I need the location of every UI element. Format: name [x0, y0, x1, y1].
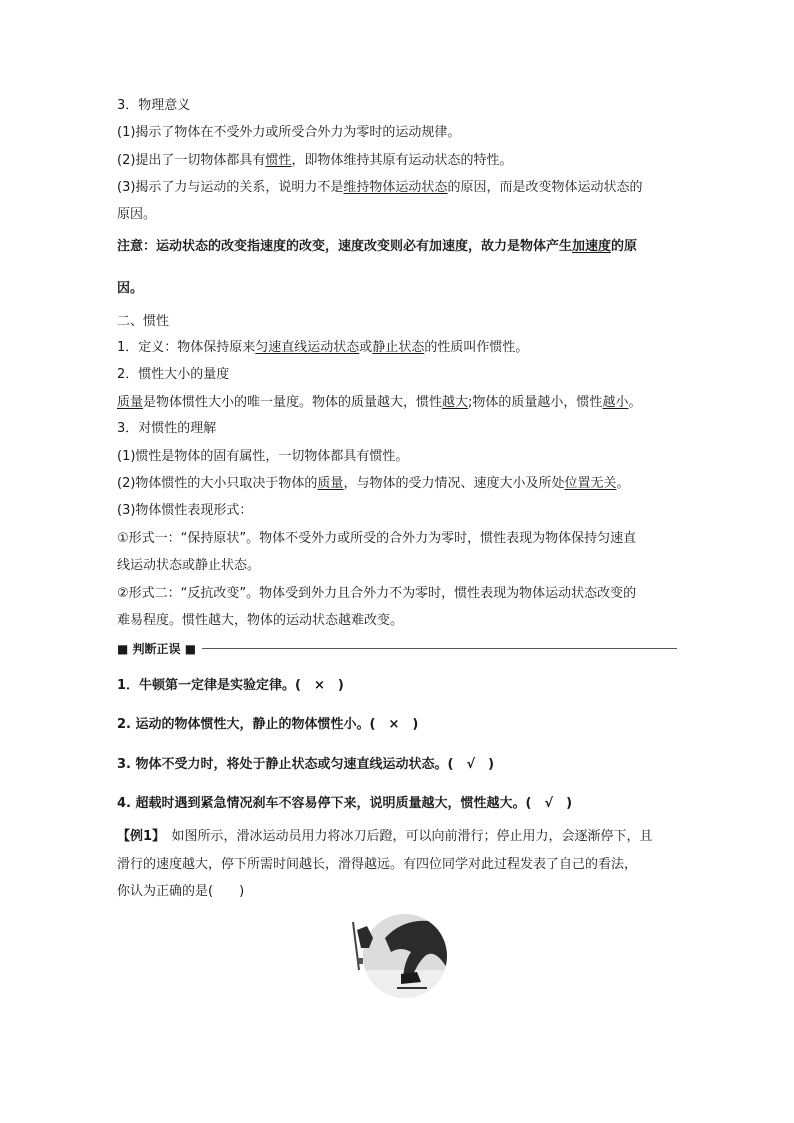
underlined-term: 越大: [442, 395, 469, 410]
text: 。: [628, 395, 642, 410]
inertia-measure-line: [117, 394, 641, 412]
inertia-measure-title: 2．惯性大小的量度: [117, 367, 230, 382]
form-one-line-2: 线运动状态或静止状态。: [117, 558, 261, 573]
text: 1．定义：物体保持原来: [117, 340, 256, 355]
section-title-physical-meaning: 3．物理意义: [117, 98, 191, 113]
text: ，即物体维持其原有运动状态的特性。: [291, 153, 513, 168]
meaning-point-1: (1)揭示了物体在不受外力或所受合外力为零时的运动规律。: [117, 125, 461, 140]
meaning-point-3-cont: 原因。: [117, 207, 157, 222]
text: 是物体惯性大小的唯一量度。物体的质量越大，惯性: [143, 395, 443, 410]
note-line: [117, 238, 637, 256]
text: (3)揭示了力与运动的关系，说明力不是: [117, 180, 344, 195]
underlined-term: 越小: [602, 395, 629, 410]
underlined-term: 质量: [117, 395, 144, 410]
understanding-point-3: (3)物体惯性表现形式：: [117, 503, 253, 518]
text: (2)提出了一切物体都具有: [117, 153, 266, 168]
text: 或: [359, 340, 373, 355]
text: 注意：运动状态的改变指速度的改变，速度改变则必有加速度，故力是物体产生: [117, 239, 573, 254]
text: 的原: [611, 239, 638, 254]
skater-image: [345, 908, 447, 1006]
form-two-line-2: 难易程度。惯性越大，物体的运动状态越难改变。: [117, 613, 404, 628]
judge-label: ■ 判断正误 ■: [117, 640, 202, 657]
judge-divider: [117, 640, 677, 654]
form-two-line-1: ②形式二：“反抗改变”。物体受到外力且合外力不为零时，惯性表现为物体运动状态改变的: [117, 586, 637, 601]
underlined-term: 静止状态: [372, 340, 425, 355]
judge-item-1: 1．牛顿第一定律是实验定律。( × ): [117, 678, 344, 693]
text: 的性质叫作惯性。: [424, 340, 529, 355]
inertia-definition: [117, 339, 528, 357]
example-line-3: 你认为正确的是( ): [117, 884, 245, 899]
judge-item-2: 2. 运动的物体惯性大，静止的物体惯性小。( × ): [117, 717, 419, 732]
example-tag: 【例1】: [117, 829, 159, 844]
underlined-term: 位置: [564, 476, 591, 491]
understanding-point-2: [117, 475, 630, 493]
judge-item-3: 3. 物体不受力时，将处于静止状态或匀速直线运动状态。( √ ): [117, 757, 495, 772]
underlined-term: 无关: [590, 476, 617, 491]
underlined-term: 匀速直线运动状态: [255, 340, 360, 355]
text: 如图所示，滑冰运动员用力将冰刀后蹬，可以向前滑行；停止用力，会逐渐停下，且: [158, 829, 653, 844]
judge-item-4: 4. 超载时遇到紧急情况刹车不容易停下来，说明质量越大，惯性越大。( √ ): [117, 796, 573, 811]
form-one-line-1: ①形式一：“保持原状”。物体不受外力或所受的合外力为零时，惯性表现为物体保持匀速直: [117, 531, 637, 546]
text: ，与物体的受力情况、速度大小及所处: [343, 476, 565, 491]
example-line-1: [117, 828, 653, 846]
text: (2)物体惯性的大小只取决于物体的: [117, 476, 318, 491]
skater-illustration: [345, 908, 447, 1006]
text: 的原因，而是改变物体运动状态的: [447, 180, 643, 195]
note-line-cont: 因。: [117, 281, 144, 296]
text: 。: [616, 476, 630, 491]
inertia-heading: 二、惯性: [117, 314, 170, 329]
inertia-understanding-title: 3．对惯性的理解: [117, 421, 217, 436]
underlined-term: 加速度: [572, 239, 612, 254]
underlined-term: 维持物体运动状态: [343, 180, 448, 195]
understanding-point-1: (1)惯性是物体的固有属性，一切物体都具有惯性。: [117, 449, 409, 464]
meaning-point-2: [117, 152, 512, 170]
meaning-point-3: [117, 179, 642, 197]
text: ;物体的质量越小，惯性: [468, 395, 603, 410]
example-line-2: 滑行的速度越大，停下所需时间越长，滑得越远。有四位同学对此过程发表了自己的看法，: [117, 857, 638, 872]
underlined-term: 惯性: [265, 153, 292, 168]
underlined-term: 质量: [317, 476, 344, 491]
